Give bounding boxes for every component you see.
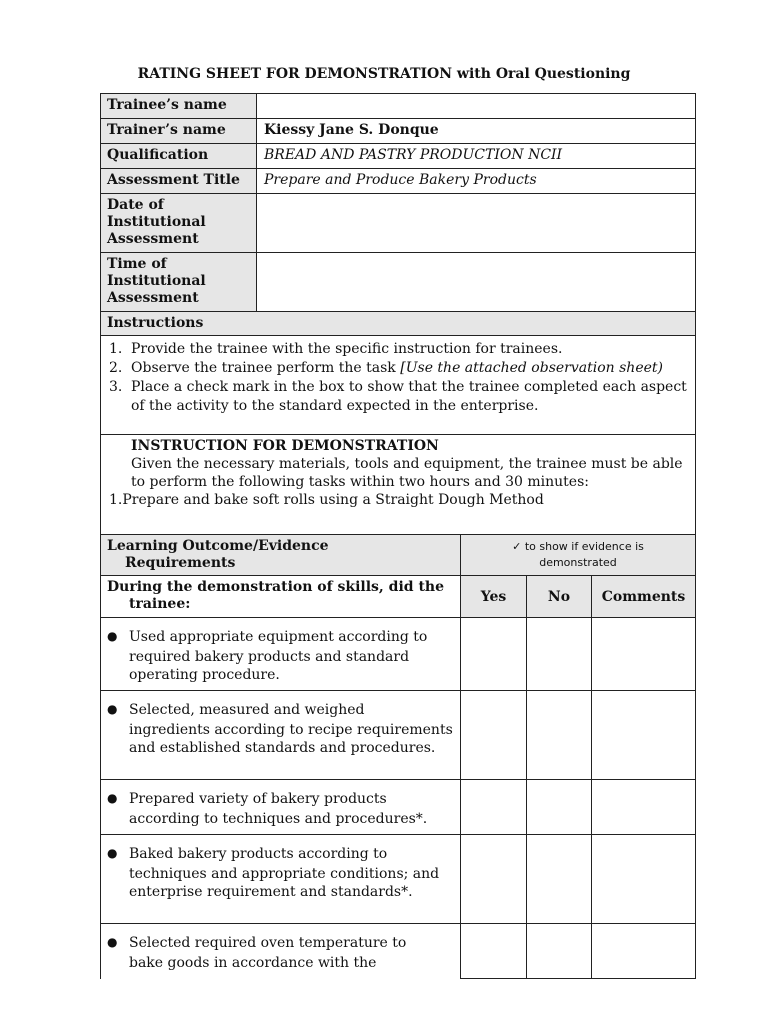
comments-field[interactable] bbox=[592, 618, 696, 691]
evidence-text: Used appropriate equipment according to bbox=[129, 629, 428, 645]
instruction-step-text bbox=[131, 359, 663, 378]
yes-checkbox[interactable] bbox=[461, 835, 527, 924]
assessment-title-label: Assessment Title bbox=[101, 169, 257, 194]
bullet-icon: ● bbox=[107, 935, 118, 949]
time-label bbox=[101, 253, 257, 312]
instruction-step-number: 3. bbox=[109, 379, 123, 395]
date-label-line: Date of bbox=[107, 197, 164, 213]
question-header-row bbox=[101, 576, 696, 618]
instruction-step bbox=[109, 378, 687, 416]
comments-field[interactable] bbox=[592, 780, 696, 835]
evidence-item bbox=[101, 780, 461, 835]
comments-field[interactable] bbox=[592, 835, 696, 924]
evidence-item bbox=[101, 924, 461, 979]
demonstration-row bbox=[101, 435, 696, 535]
instructions-body bbox=[101, 336, 696, 435]
no-checkbox[interactable] bbox=[527, 618, 592, 691]
instructions-list bbox=[101, 336, 695, 422]
comments-column-header: Comments bbox=[592, 576, 696, 618]
evidence-text: required bakery products and standard operating procedure. bbox=[129, 649, 410, 683]
table-row bbox=[101, 691, 696, 780]
page-title: RATING SHEET FOR DEMONSTRATION with Oral Questioning bbox=[137, 66, 631, 82]
instructions-head-row bbox=[101, 312, 696, 336]
table-row bbox=[101, 618, 696, 691]
bullet-icon: ● bbox=[107, 629, 118, 643]
yes-checkbox[interactable] bbox=[461, 780, 527, 835]
no-checkbox[interactable] bbox=[527, 924, 592, 979]
qualification-label: Qualification bbox=[101, 144, 257, 169]
instruction-step-main: Observe the trainee perform the task bbox=[131, 360, 401, 376]
demonstration-heading: INSTRUCTION FOR DEMONSTRATION bbox=[131, 438, 439, 454]
question-header bbox=[101, 576, 461, 618]
evidence-item bbox=[101, 618, 461, 691]
trainee-name-label: Trainee’s name bbox=[101, 94, 257, 119]
instruction-step-main: Provide the trainee with the specific instruction for trainees. bbox=[131, 341, 563, 357]
date-label bbox=[101, 194, 257, 253]
lo-header-line: Learning Outcome/Evidence bbox=[107, 538, 329, 554]
instruction-step-main: Place a check mark in the box to show that the trainee completed each aspect of the activity to the standard expected in the enterprise. bbox=[131, 379, 687, 414]
comments-field[interactable] bbox=[592, 924, 696, 979]
no-column-header: No bbox=[527, 576, 592, 618]
check-instruction-header bbox=[461, 535, 696, 576]
no-checkbox[interactable] bbox=[527, 691, 592, 780]
date-field[interactable] bbox=[257, 194, 696, 253]
bullet-icon: ● bbox=[107, 791, 118, 805]
date-label-line: Institutional bbox=[107, 214, 206, 230]
trainer-name-label: Trainer’s name bbox=[101, 119, 257, 144]
comments-field[interactable] bbox=[592, 691, 696, 780]
qualification-row bbox=[101, 144, 696, 169]
learning-outcome-header bbox=[101, 535, 461, 576]
evidence-item bbox=[101, 835, 461, 924]
date-row bbox=[101, 194, 696, 253]
demonstration-block bbox=[101, 435, 696, 535]
table-row bbox=[101, 924, 696, 979]
demonstration-paragraph: Given the necessary materials, tools and equipment, the trainee must be able to perform the following tasks within two hours and 30 minutes: bbox=[131, 456, 683, 490]
instruction-step bbox=[109, 340, 687, 359]
trainer-name-value: Kiessy Jane S. Donque bbox=[257, 119, 696, 144]
evidence-text: bake goods in accordance with the bbox=[129, 955, 377, 971]
check-header-line: ✓ to show if evidence is bbox=[512, 540, 644, 553]
bullet-icon: ● bbox=[107, 846, 118, 860]
check-header-line: demonstrated bbox=[539, 556, 617, 569]
question-line: trainee: bbox=[129, 596, 191, 612]
evidence-text: Selected, measured and weighed bbox=[129, 702, 365, 718]
evidence-text: techniques and appropriate conditions; and enterprise requirement and standards*. bbox=[129, 866, 440, 900]
yes-column-header: Yes bbox=[461, 576, 527, 618]
question-line: During the demonstration of skills, did the bbox=[107, 579, 445, 595]
instruction-step-number: 2. bbox=[109, 360, 123, 376]
instruction-step-text bbox=[131, 340, 562, 359]
instructions-heading: Instructions bbox=[101, 312, 696, 336]
trainee-name-row bbox=[101, 94, 696, 119]
yes-checkbox[interactable] bbox=[461, 691, 527, 780]
assessment-title-value: Prepare and Produce Bakery Products bbox=[257, 169, 696, 194]
time-label-line: Time of bbox=[107, 256, 167, 272]
instruction-step-text bbox=[131, 378, 687, 416]
demonstration-task: 1.Prepare and bake soft rolls using a Straight Dough Method bbox=[109, 492, 544, 508]
evidence-text: ingredients according to recipe requirements and established standards and procedures. bbox=[129, 722, 453, 756]
evidence-text: according to techniques and procedures*. bbox=[129, 811, 428, 827]
trainee-name-field[interactable] bbox=[257, 94, 696, 119]
date-label-line: Assessment bbox=[107, 231, 199, 247]
evidence-text: Baked bakery products according to bbox=[129, 846, 388, 862]
lo-header-row bbox=[101, 535, 696, 576]
instructions-body-row bbox=[101, 336, 696, 435]
time-label-line: Assessment bbox=[107, 290, 199, 306]
qualification-value: BREAD AND PASTRY PRODUCTION NCII bbox=[257, 144, 696, 169]
no-checkbox[interactable] bbox=[527, 835, 592, 924]
table-row bbox=[101, 780, 696, 835]
lo-header-line: Requirements bbox=[125, 555, 236, 571]
evidence-text: Selected required oven temperature to bbox=[129, 935, 407, 951]
table-row bbox=[101, 835, 696, 924]
evidence-item bbox=[101, 691, 461, 780]
yes-checkbox[interactable] bbox=[461, 924, 527, 979]
instruction-step bbox=[109, 359, 687, 378]
trainer-name-row bbox=[101, 119, 696, 144]
instruction-step-number: 1. bbox=[109, 341, 123, 357]
rating-sheet-table bbox=[100, 93, 696, 979]
time-row bbox=[101, 253, 696, 312]
no-checkbox[interactable] bbox=[527, 780, 592, 835]
instruction-step-italic: [Use the attached observation sheet) bbox=[400, 360, 663, 376]
bullet-icon: ● bbox=[107, 702, 118, 716]
assessment-title-row bbox=[101, 169, 696, 194]
yes-checkbox[interactable] bbox=[461, 618, 527, 691]
time-field[interactable] bbox=[257, 253, 696, 312]
time-label-line: Institutional bbox=[107, 273, 206, 289]
evidence-text: Prepared variety of bakery products bbox=[129, 791, 387, 807]
